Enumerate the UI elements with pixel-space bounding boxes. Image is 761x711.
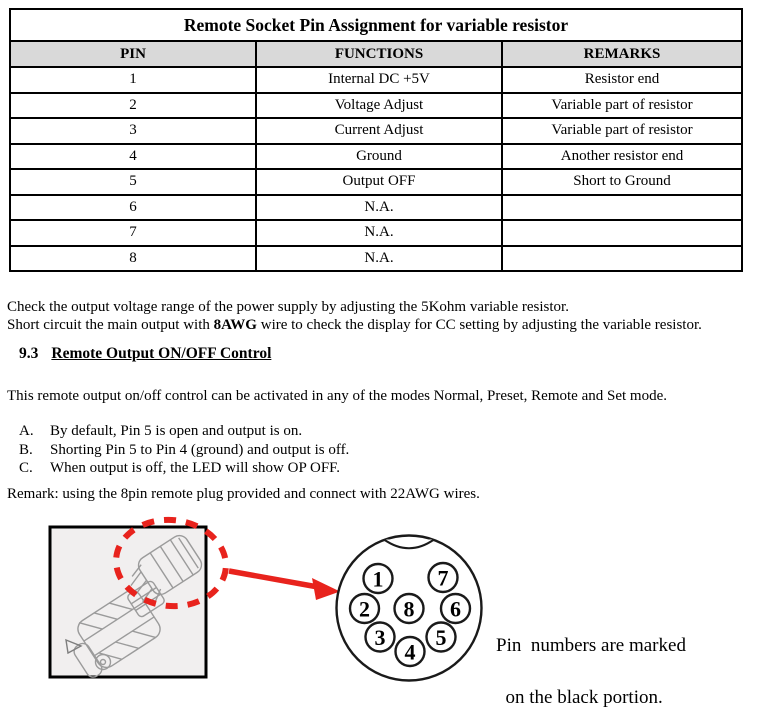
connector-photo-frame (50, 527, 206, 677)
cell-pin: 7 (10, 220, 256, 246)
cell-pin: 2 (10, 93, 256, 119)
figure-caption (496, 581, 693, 711)
list-text: When output is off, the LED will show OP OFF. (50, 460, 341, 476)
cell-function: Ground (256, 144, 502, 170)
cell-remark: Another resistor end (502, 144, 742, 170)
paragraph-remark: Remark: using the 8pin remote plug provided and connect with 22AWG wires. (7, 486, 480, 502)
cell-function: N.A. (256, 246, 502, 272)
list-letter: B. (19, 441, 33, 458)
cell-pin: 8 (10, 246, 256, 272)
pin-number-5: 5 (435, 625, 447, 650)
cell-function: N.A. (256, 220, 502, 246)
list-item-c (19, 460, 340, 477)
cell-remark: Resistor end (502, 67, 742, 93)
table-header-row (10, 41, 742, 67)
list-letter: A. (19, 423, 34, 439)
pin-diagram (337, 536, 482, 681)
caption-line-1: Pin numbers are marked (496, 635, 686, 656)
cell-pin: 3 (10, 118, 256, 144)
table-row (10, 67, 742, 93)
list-item-a (19, 423, 302, 440)
cell-remark: Variable part of resistor (502, 118, 742, 144)
pin-number-7: 7 (437, 565, 449, 591)
short-circuit-bold: 8AWG (213, 316, 257, 333)
pin-assignment-table (9, 8, 743, 272)
pin-number-6: 6 (450, 596, 461, 622)
paragraph-short-circuit (7, 317, 702, 334)
list-letter: C. (19, 460, 33, 476)
short-circuit-suffix: wire to check the display for CC setting by adjusting the variable resistor. (256, 316, 702, 333)
cell-function: N.A. (256, 195, 502, 221)
header-functions: FUNCTIONS (256, 41, 502, 67)
table-title-row (10, 9, 742, 41)
section-number: 9.3 (19, 345, 39, 362)
pin-number-1: 1 (372, 566, 384, 592)
cell-function: Current Adjust (256, 118, 502, 144)
callout-arrow (229, 571, 340, 600)
list-item-b (19, 442, 349, 459)
cell-function: Internal DC +5V (256, 67, 502, 93)
table-row (10, 93, 742, 119)
cell-pin: 5 (10, 169, 256, 195)
cell-remark (502, 195, 742, 221)
cell-function: Output OFF (256, 169, 502, 195)
cell-pin: 6 (10, 195, 256, 221)
header-pin: PIN (10, 41, 256, 67)
section-heading (19, 345, 271, 363)
cell-function: Voltage Adjust (256, 93, 502, 119)
pin-number-4: 4 (404, 639, 416, 665)
table-row (10, 246, 742, 272)
list-text: Shorting Pin 5 to Pin 4 (ground) and output is off. (50, 441, 350, 458)
cell-remark: Variable part of resistor (502, 93, 742, 119)
cell-remark (502, 246, 742, 272)
cell-pin: 1 (10, 67, 256, 93)
table-row (10, 195, 742, 221)
section-title: Remote Output ON/OFF Control (51, 345, 272, 362)
cell-remark (502, 220, 742, 246)
header-remarks: REMARKS (502, 41, 742, 67)
pin-number-2: 2 (359, 596, 370, 622)
pin-number-8: 8 (403, 596, 415, 622)
table-row (10, 144, 742, 170)
table-row (10, 169, 742, 195)
pin-number-3: 3 (374, 625, 386, 650)
table-row (10, 220, 742, 246)
table-title: Remote Socket Pin Assignment for variable resistor (10, 9, 742, 41)
table-row (10, 118, 742, 144)
paragraph-check-voltage: Check the output voltage range of the power supply by adjusting the 5Kohm variable resistor. (7, 299, 569, 315)
short-circuit-prefix: Short circuit the main output with (7, 316, 214, 333)
cell-pin: 4 (10, 144, 256, 170)
cell-remark: Short to Ground (502, 169, 742, 195)
caption-line-2: on the black portion. (505, 687, 663, 708)
list-text: By default, Pin 5 is open and output is on. (50, 423, 303, 439)
paragraph-intro: This remote output on/off control can be activated in any of the modes Normal, Preset, Remote and Set mode. (7, 388, 667, 404)
